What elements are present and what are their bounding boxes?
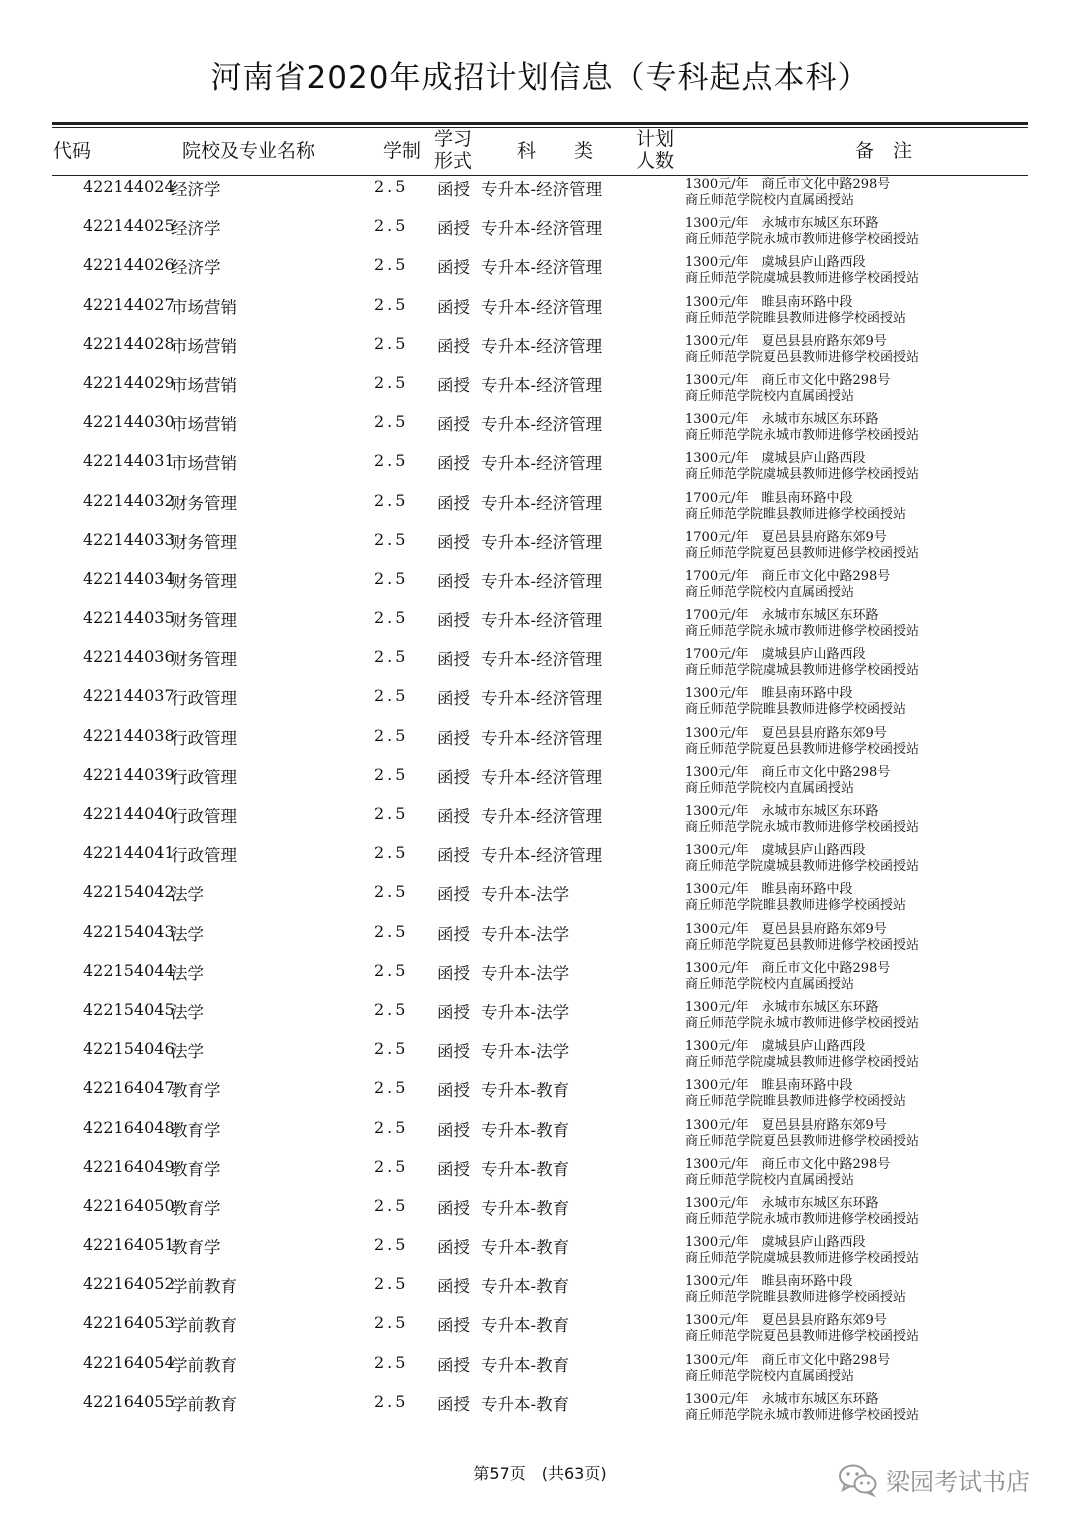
table-row bbox=[0, 838, 1080, 877]
row-length: 2.5 bbox=[374, 1078, 409, 1098]
row-name: 法学 bbox=[171, 924, 204, 944]
row-code: 422164052 bbox=[83, 1274, 175, 1294]
row-form: 函授 bbox=[437, 728, 470, 748]
row-code: 422154043 bbox=[83, 921, 175, 941]
row-category: 专升本-经济管理 bbox=[481, 336, 603, 356]
row-name: 市场营销 bbox=[171, 415, 237, 435]
row-name: 市场营销 bbox=[171, 375, 237, 395]
row-name: 财务管理 bbox=[171, 493, 237, 513]
row-name: 行政管理 bbox=[171, 846, 237, 866]
row-note-fee-address: 1300元/年 商丘市文化中路298号 bbox=[685, 372, 891, 388]
table-row bbox=[0, 1191, 1080, 1230]
row-name: 行政管理 bbox=[171, 689, 237, 709]
row-length: 2.5 bbox=[374, 490, 409, 510]
row-form: 函授 bbox=[437, 650, 470, 670]
table-row bbox=[0, 799, 1080, 838]
row-name: 经济学 bbox=[171, 258, 221, 278]
table-row bbox=[0, 721, 1080, 760]
row-category: 专升本-经济管理 bbox=[481, 846, 603, 866]
row-note-station: 商丘师范学院夏邑县教师进修学校函授站 bbox=[685, 349, 920, 365]
row-code: 422164049 bbox=[83, 1156, 175, 1176]
row-name: 教育学 bbox=[171, 1120, 221, 1140]
row-name: 财务管理 bbox=[171, 532, 237, 552]
row-note-station: 商丘师范学院校内直属函授站 bbox=[685, 1172, 855, 1188]
table-row bbox=[0, 250, 1080, 289]
table-row bbox=[0, 564, 1080, 603]
row-note-fee-address: 1300元/年 永城市东城区东环路 bbox=[685, 804, 879, 819]
row-form: 函授 bbox=[437, 493, 470, 513]
row-code: 422164047 bbox=[83, 1078, 175, 1098]
row-note-station: 商丘师范学院永城市教师进修学校函授站 bbox=[685, 1211, 920, 1227]
table-body bbox=[0, 172, 1080, 1426]
row-name: 市场营销 bbox=[171, 454, 237, 474]
row-length: 2.5 bbox=[374, 1039, 409, 1059]
row-note-fee-address: 1700元/年 夏邑县县府路东郊9号 bbox=[685, 529, 887, 545]
row-length: 2.5 bbox=[374, 1235, 409, 1255]
row-code: 422164053 bbox=[83, 1313, 175, 1333]
row-form: 函授 bbox=[437, 258, 470, 278]
row-note-fee-address: 1300元/年 虞城县庐山路西段 bbox=[685, 255, 866, 271]
table-row bbox=[0, 1034, 1080, 1073]
row-name: 行政管理 bbox=[171, 728, 237, 748]
table-row bbox=[0, 877, 1080, 916]
row-note-station: 商丘师范学院永城市教师进修学校函授站 bbox=[685, 1015, 920, 1031]
row-name: 法学 bbox=[171, 963, 204, 983]
row-note-fee-address: 1300元/年 睢县南环路中段 bbox=[685, 882, 853, 898]
row-code: 422144033 bbox=[83, 529, 175, 549]
row-name: 经济学 bbox=[171, 180, 221, 199]
row-form: 函授 bbox=[437, 963, 470, 983]
row-code: 422144025 bbox=[83, 216, 175, 236]
row-note-fee-address: 1300元/年 商丘市文化中路298号 bbox=[685, 960, 891, 976]
row-note-fee-address: 1300元/年 商丘市文化中路298号 bbox=[685, 177, 891, 192]
row-code: 422144035 bbox=[83, 608, 175, 628]
row-form: 函授 bbox=[437, 924, 470, 944]
row-code: 422144040 bbox=[83, 804, 175, 823]
row-note-station: 商丘师范学院校内直属函授站 bbox=[685, 584, 855, 600]
table-row bbox=[0, 1230, 1080, 1269]
row-form: 函授 bbox=[437, 1120, 470, 1140]
row-form: 函授 bbox=[437, 1002, 470, 1022]
row-note-station: 商丘师范学院虞城县教师进修学校函授站 bbox=[685, 467, 920, 483]
row-note-station: 商丘师范学院睢县教师进修学校函授站 bbox=[685, 506, 907, 522]
row-code: 422154046 bbox=[83, 1039, 175, 1059]
row-length: 2.5 bbox=[374, 882, 409, 902]
row-code: 422154045 bbox=[83, 999, 175, 1019]
row-form: 函授 bbox=[437, 415, 470, 435]
row-note-station: 商丘师范学院睢县教师进修学校函授站 bbox=[685, 898, 907, 914]
row-form: 函授 bbox=[437, 1316, 470, 1336]
row-length: 2.5 bbox=[374, 255, 409, 275]
row-code: 422154042 bbox=[83, 882, 175, 902]
row-note-fee-address: 1300元/年 永城市东城区东环路 bbox=[685, 1195, 879, 1211]
row-name: 学前教育 bbox=[171, 1394, 237, 1414]
table-row bbox=[0, 956, 1080, 995]
row-code: 422164048 bbox=[83, 1117, 175, 1137]
row-form: 函授 bbox=[437, 375, 470, 395]
row-note-station: 商丘师范学院夏邑县教师进修学校函授站 bbox=[685, 1329, 920, 1345]
page-number: 第57页 (共63页) bbox=[473, 1464, 607, 1483]
row-category: 专升本-经济管理 bbox=[481, 767, 603, 787]
row-code: 422144036 bbox=[83, 647, 175, 667]
row-form: 函授 bbox=[437, 807, 470, 826]
row-form: 函授 bbox=[437, 336, 470, 356]
row-category: 专升本-教育 bbox=[481, 1198, 570, 1218]
row-length: 2.5 bbox=[374, 1195, 409, 1215]
row-category: 专升本-经济管理 bbox=[481, 532, 603, 552]
row-note-station: 商丘师范学院校内直属函授站 bbox=[685, 1368, 855, 1384]
row-note-fee-address: 1300元/年 夏邑县县府路东郊9号 bbox=[685, 1313, 887, 1329]
row-length: 2.5 bbox=[374, 451, 409, 471]
table-row bbox=[0, 486, 1080, 525]
row-note-fee-address: 1300元/年 永城市东城区东环路 bbox=[685, 1391, 879, 1407]
row-form: 函授 bbox=[437, 846, 470, 866]
table-row bbox=[0, 368, 1080, 407]
row-length: 2.5 bbox=[374, 1391, 409, 1411]
row-note-fee-address: 1300元/年 永城市东城区东环路 bbox=[685, 999, 879, 1015]
row-note-fee-address: 1300元/年 永城市东城区东环路 bbox=[685, 412, 879, 428]
row-code: 422164054 bbox=[83, 1352, 175, 1372]
row-code: 422144029 bbox=[83, 372, 175, 392]
row-category: 专升本-经济管理 bbox=[481, 375, 603, 395]
row-form: 函授 bbox=[437, 1081, 470, 1101]
row-length: 2.5 bbox=[374, 412, 409, 432]
row-form: 函授 bbox=[437, 885, 470, 905]
row-category: 专升本-经济管理 bbox=[481, 180, 603, 199]
row-category: 专升本-教育 bbox=[481, 1120, 570, 1140]
row-code: 422154044 bbox=[83, 960, 175, 980]
row-note-fee-address: 1300元/年 夏邑县县府路东郊9号 bbox=[685, 921, 887, 937]
row-category: 专升本-经济管理 bbox=[481, 728, 603, 748]
row-form: 函授 bbox=[437, 1355, 470, 1375]
row-form: 函授 bbox=[437, 454, 470, 474]
row-code: 422144030 bbox=[83, 412, 175, 432]
row-name: 学前教育 bbox=[171, 1355, 237, 1375]
row-note-fee-address: 1700元/年 商丘市文化中路298号 bbox=[685, 568, 891, 584]
row-note-station: 商丘师范学院校内直属函授站 bbox=[685, 193, 855, 208]
table-row bbox=[0, 1269, 1080, 1308]
row-length: 2.5 bbox=[374, 960, 409, 980]
row-note-fee-address: 1300元/年 睢县南环路中段 bbox=[685, 294, 853, 310]
header-top-rule-thin bbox=[52, 127, 1028, 128]
row-name: 经济学 bbox=[171, 219, 221, 239]
row-note-fee-address: 1700元/年 永城市东城区东环路 bbox=[685, 608, 879, 624]
table-row bbox=[0, 1348, 1080, 1387]
row-name: 教育学 bbox=[171, 1198, 221, 1218]
row-category: 专升本-法学 bbox=[481, 924, 570, 944]
row-category: 专升本-教育 bbox=[481, 1081, 570, 1101]
row-form: 函授 bbox=[437, 297, 470, 317]
row-name: 行政管理 bbox=[171, 807, 237, 826]
row-category: 专升本-教育 bbox=[481, 1238, 570, 1258]
row-length: 2.5 bbox=[374, 177, 409, 196]
row-name: 财务管理 bbox=[171, 571, 237, 591]
row-note-station: 商丘师范学院永城市教师进修学校函授站 bbox=[685, 232, 920, 248]
row-name: 学前教育 bbox=[171, 1316, 237, 1336]
row-length: 2.5 bbox=[374, 764, 409, 784]
header-top-rule-thick bbox=[52, 122, 1028, 125]
table-row bbox=[0, 211, 1080, 250]
row-code: 422144037 bbox=[83, 686, 175, 706]
row-category: 专升本-法学 bbox=[481, 1002, 570, 1022]
row-length: 2.5 bbox=[374, 1274, 409, 1294]
row-note-station: 商丘师范学院睢县教师进修学校函授站 bbox=[685, 1094, 907, 1110]
row-note-fee-address: 1300元/年 虞城县庐山路西段 bbox=[685, 843, 866, 859]
row-name: 法学 bbox=[171, 1002, 204, 1022]
row-category: 专升本-教育 bbox=[481, 1277, 570, 1297]
row-length: 2.5 bbox=[374, 804, 409, 823]
row-name: 财务管理 bbox=[171, 611, 237, 631]
row-code: 422164051 bbox=[83, 1235, 175, 1255]
table-row bbox=[0, 995, 1080, 1034]
table-row bbox=[0, 1152, 1080, 1191]
row-note-station: 商丘师范学院夏邑县教师进修学校函授站 bbox=[685, 741, 920, 757]
row-category: 专升本-经济管理 bbox=[481, 415, 603, 435]
row-category: 专升本-经济管理 bbox=[481, 571, 603, 591]
row-category: 专升本-法学 bbox=[481, 963, 570, 983]
row-category: 专升本-经济管理 bbox=[481, 650, 603, 670]
row-length: 2.5 bbox=[374, 647, 409, 667]
row-note-station: 商丘师范学院夏邑县教师进修学校函授站 bbox=[685, 1133, 920, 1149]
row-length: 2.5 bbox=[374, 1117, 409, 1137]
header-form-line2: 形式 bbox=[434, 150, 473, 172]
row-note-station: 商丘师范学院校内直属函授站 bbox=[685, 976, 855, 992]
row-note-fee-address: 1300元/年 睢县南环路中段 bbox=[685, 1078, 853, 1094]
row-note-fee-address: 1300元/年 夏邑县县府路东郊9号 bbox=[685, 1117, 887, 1133]
row-length: 2.5 bbox=[374, 568, 409, 588]
row-note-fee-address: 1300元/年 夏邑县县府路东郊9号 bbox=[685, 725, 887, 741]
row-code: 422144024 bbox=[83, 177, 175, 196]
table-row bbox=[0, 917, 1080, 956]
header-name: 院校及专业名称 bbox=[182, 140, 316, 162]
row-form: 函授 bbox=[437, 1159, 470, 1179]
row-code: 422144026 bbox=[83, 255, 175, 275]
row-length: 2.5 bbox=[374, 1156, 409, 1176]
row-length: 2.5 bbox=[374, 999, 409, 1019]
row-note-station: 商丘师范学院虞城县教师进修学校函授站 bbox=[685, 271, 920, 287]
row-length: 2.5 bbox=[374, 725, 409, 745]
row-category: 专升本-经济管理 bbox=[481, 493, 603, 513]
row-note-station: 商丘师范学院睢县教师进修学校函授站 bbox=[685, 702, 907, 718]
row-note-fee-address: 1700元/年 睢县南环路中段 bbox=[685, 490, 853, 506]
table-row bbox=[0, 1073, 1080, 1112]
row-length: 2.5 bbox=[374, 608, 409, 628]
row-category: 专升本-教育 bbox=[481, 1159, 570, 1179]
table-row bbox=[0, 603, 1080, 642]
row-note-fee-address: 1700元/年 虞城县庐山路西段 bbox=[685, 647, 866, 663]
table-row bbox=[0, 290, 1080, 329]
row-note-station: 商丘师范学院睢县教师进修学校函授站 bbox=[685, 1290, 907, 1306]
row-form: 函授 bbox=[437, 571, 470, 591]
row-form: 函授 bbox=[437, 532, 470, 552]
header-form-line1: 学习 bbox=[434, 128, 473, 150]
row-note-station: 商丘师范学院虞城县教师进修学校函授站 bbox=[685, 663, 920, 679]
row-category: 专升本-经济管理 bbox=[481, 219, 603, 239]
row-name: 教育学 bbox=[171, 1081, 221, 1101]
row-note-station: 商丘师范学院永城市教师进修学校函授站 bbox=[685, 624, 920, 640]
row-note-station: 商丘师范学院虞城县教师进修学校函授站 bbox=[685, 859, 920, 875]
row-length: 2.5 bbox=[374, 1313, 409, 1333]
row-note-station: 商丘师范学院永城市教师进修学校函授站 bbox=[685, 1407, 920, 1423]
row-name: 教育学 bbox=[171, 1238, 221, 1258]
row-note-station: 商丘师范学院夏邑县教师进修学校函授站 bbox=[685, 545, 920, 561]
row-note-station: 商丘师范学院校内直属函授站 bbox=[685, 780, 855, 796]
row-form: 函授 bbox=[437, 1198, 470, 1218]
row-note-fee-address: 1300元/年 商丘市文化中路298号 bbox=[685, 1352, 891, 1368]
row-length: 2.5 bbox=[374, 843, 409, 863]
row-length: 2.5 bbox=[374, 1352, 409, 1372]
row-name: 教育学 bbox=[171, 1159, 221, 1179]
page-title: 河南省2020年成招计划信息（专科起点本科） bbox=[210, 60, 870, 96]
row-note-fee-address: 1300元/年 睢县南环路中段 bbox=[685, 686, 853, 702]
row-length: 2.5 bbox=[374, 686, 409, 706]
row-note-fee-address: 1300元/年 夏邑县县府路东郊9号 bbox=[685, 333, 887, 349]
table-row bbox=[0, 642, 1080, 681]
watermark-text: 梁园考试书店 bbox=[886, 1468, 1030, 1496]
row-length: 2.5 bbox=[374, 529, 409, 549]
row-form: 函授 bbox=[437, 219, 470, 239]
row-category: 专升本-教育 bbox=[481, 1355, 570, 1375]
row-note-fee-address: 1300元/年 永城市东城区东环路 bbox=[685, 216, 879, 232]
row-length: 2.5 bbox=[374, 921, 409, 941]
row-note-fee-address: 1300元/年 虞城县庐山路西段 bbox=[685, 1235, 866, 1251]
row-name: 市场营销 bbox=[171, 336, 237, 356]
row-form: 函授 bbox=[437, 767, 470, 787]
row-note-fee-address: 1300元/年 商丘市文化中路298号 bbox=[685, 764, 891, 780]
row-length: 2.5 bbox=[374, 216, 409, 236]
table-row bbox=[0, 760, 1080, 799]
row-category: 专升本-法学 bbox=[481, 1042, 570, 1062]
row-note-station: 商丘师范学院虞城县教师进修学校函授站 bbox=[685, 1251, 920, 1267]
table-row bbox=[0, 329, 1080, 368]
row-note-fee-address: 1300元/年 虞城县庐山路西段 bbox=[685, 451, 866, 467]
row-category: 专升本-经济管理 bbox=[481, 297, 603, 317]
table-row bbox=[0, 172, 1080, 211]
row-form: 函授 bbox=[437, 180, 470, 199]
table-row bbox=[0, 1387, 1080, 1426]
row-code: 422144031 bbox=[83, 451, 175, 471]
row-name: 财务管理 bbox=[171, 650, 237, 670]
table-row bbox=[0, 1308, 1080, 1347]
row-category: 专升本-经济管理 bbox=[481, 807, 603, 826]
row-category: 专升本-经济管理 bbox=[481, 689, 603, 709]
row-code: 422144041 bbox=[83, 843, 175, 863]
row-note-fee-address: 1300元/年 虞城县庐山路西段 bbox=[685, 1039, 866, 1055]
row-category: 专升本-经济管理 bbox=[481, 611, 603, 631]
row-code: 422144027 bbox=[83, 294, 175, 314]
table-row bbox=[0, 681, 1080, 720]
row-note-station: 商丘师范学院永城市教师进修学校函授站 bbox=[685, 428, 920, 444]
header-length: 学制 bbox=[383, 140, 422, 162]
table-row bbox=[0, 525, 1080, 564]
row-length: 2.5 bbox=[374, 372, 409, 392]
row-name: 市场营销 bbox=[171, 297, 237, 317]
row-note-station: 商丘师范学院夏邑县教师进修学校函授站 bbox=[685, 937, 920, 953]
row-form: 函授 bbox=[437, 1238, 470, 1258]
row-name: 法学 bbox=[171, 1042, 204, 1062]
row-category: 专升本-经济管理 bbox=[481, 258, 603, 278]
row-note-station: 商丘师范学院睢县教师进修学校函授站 bbox=[685, 310, 907, 326]
row-code: 422144038 bbox=[83, 725, 175, 745]
row-category: 专升本-教育 bbox=[481, 1394, 570, 1414]
row-category: 专升本-经济管理 bbox=[481, 454, 603, 474]
header-plan-line1: 计划 bbox=[636, 128, 675, 150]
row-form: 函授 bbox=[437, 689, 470, 709]
row-note-fee-address: 1300元/年 睢县南环路中段 bbox=[685, 1274, 853, 1290]
row-note-fee-address: 1300元/年 商丘市文化中路298号 bbox=[685, 1156, 891, 1172]
row-length: 2.5 bbox=[374, 333, 409, 353]
header-notes: 备 注 bbox=[855, 140, 913, 162]
wechat-icon bbox=[838, 1463, 878, 1497]
row-note-station: 商丘师范学院校内直属函授站 bbox=[685, 388, 855, 404]
row-note-station: 商丘师范学院永城市教师进修学校函授站 bbox=[685, 820, 920, 835]
row-form: 函授 bbox=[437, 1277, 470, 1297]
row-code: 422164055 bbox=[83, 1391, 175, 1411]
row-code: 422164050 bbox=[83, 1195, 175, 1215]
watermark bbox=[838, 1462, 1030, 1497]
table-row bbox=[0, 407, 1080, 446]
table-row bbox=[0, 446, 1080, 485]
header-code: 代码 bbox=[53, 140, 92, 162]
row-code: 422144039 bbox=[83, 764, 175, 784]
row-code: 422144032 bbox=[83, 490, 175, 510]
row-name: 学前教育 bbox=[171, 1277, 237, 1297]
row-code: 422144034 bbox=[83, 568, 175, 588]
row-note-station: 商丘师范学院虞城县教师进修学校函授站 bbox=[685, 1055, 920, 1071]
row-form: 函授 bbox=[437, 611, 470, 631]
row-name: 法学 bbox=[171, 885, 204, 905]
row-form: 函授 bbox=[437, 1042, 470, 1062]
row-form: 函授 bbox=[437, 1394, 470, 1414]
row-category: 专升本-教育 bbox=[481, 1316, 570, 1336]
row-name: 行政管理 bbox=[171, 767, 237, 787]
row-code: 422144028 bbox=[83, 333, 175, 353]
header-plan-line2: 人数 bbox=[636, 150, 675, 172]
row-category: 专升本-法学 bbox=[481, 885, 570, 905]
header-category: 科 类 bbox=[517, 140, 594, 162]
row-length: 2.5 bbox=[374, 294, 409, 314]
table-row bbox=[0, 1113, 1080, 1152]
